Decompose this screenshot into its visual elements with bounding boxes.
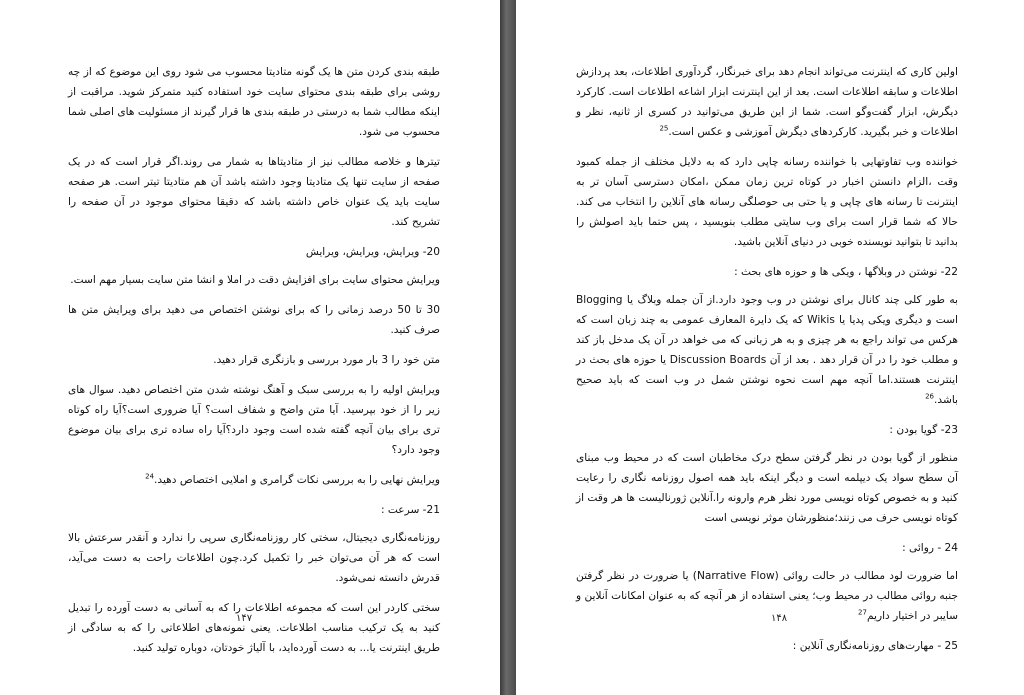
footnote-ref: 27	[858, 608, 867, 617]
book-gutter	[500, 0, 516, 695]
footnote-ref: 24	[145, 472, 155, 481]
paragraph: متن خود را 3 بار مورد بررسی و بازنگری قرار دهید.	[213, 354, 440, 366]
paragraph-with-footnote	[68, 470, 440, 490]
page-number: ۱۴۷	[236, 613, 253, 624]
paragraph: روزنامه‌نگاری دیجیتال، سختی کار روزنامه‌نگاری سرپی را ندارد و آنقدر سرعتش بالا است که هر آن می‌توان خبر را تکمیل کرد.چون اطلاعات راحت به دست می‌آید، قدرش دانسته نمی‌شود.	[68, 532, 440, 584]
page-148-text	[576, 62, 958, 664]
page-number: ۱۴۸	[771, 613, 788, 624]
paragraph-text: به طور کلی چند کانال برای نوشتن در وب وجود دارد.از آن جمله وبلاگ یا Blogging است و دیگری ویکی پدیا یا Wikis که یک دایرة المعارف عمومی به چند زبان است که هرکس می تواند راجع به هر چیزی و به هر زبانی که می خواهد در آن یک مدخل باز کند و مطلب خود را در آن قرار دهد . بعد از آن Discussion Boards یا حوزه های بحث در اینترنت هستند.اما آنچه مهم است نحوه نوشتن شمل در وب است که باید صحیح باشد.	[576, 294, 958, 406]
paragraph: تیترها و خلاصه مطالب نیز از متادیتاها به شمار می روند.اگر قرار است که در یک صفحه از سایت تنها یک متادیتا وجود داشته باشد آن هم متادیتا تیتر است. هر صفحه سایت باید یک عنوان خاص داشته باشد که دقیقا محتوای موجود در آن صفحه را تشریح کند.	[68, 156, 440, 228]
paragraph-text: ویرایش نهایی را به بررسی نکات گرامری و املایی اختصاص دهید.	[154, 474, 440, 486]
paragraph-with-footnote	[576, 566, 958, 626]
footnote-ref: 25	[659, 124, 669, 133]
section-heading: 21- سرعت :	[380, 504, 440, 516]
paragraph-with-footnote	[576, 62, 958, 142]
page-148	[516, 0, 1024, 695]
section-heading: 25 - مهارت‌های روزنامه‌نگاری آنلاین :	[792, 640, 958, 652]
footnote-ref: 26	[925, 392, 935, 401]
paragraph: طبقه بندی کردن متن ها یک گونه متادیتا محسوب می شود روی این موضوع که از چه روشی برای طبقه بندی محتوای سایت خود استفاده کنید متمرکز شوید. مراقبت از اینکه مطالب شما به درستی در طبقه بندی ها قرار گیرند از مسئولیت های اصلی شما محسوب می شود.	[68, 66, 440, 138]
paragraph-text: اولین کاری که اینترنت می‌تواند انجام دهد برای خبرنگار، گردآوری اطلاعات، بعد پردازش اطلاعات و سابقه اطلاعات است. بعد از این اینترنت ابزار اشاعه اطلاعات است. کارکرد دیگرش، ابزار گفت‌وگو است. شما از این طریق می‌توانید در کسری از ثانیه، نظر و اطلاعات و خبر بگیرید. کارکردهای دیگرش آموزشی و عکس است.	[576, 66, 958, 138]
paragraph: ویرایش محتوای سایت برای افزایش دقت در املا و انشا متن سایت بسیار مهم است.	[70, 274, 440, 286]
section-heading: 20- ویرایش، ویرایش، ویرایش	[305, 246, 440, 258]
section-heading: 24 - روائی :	[902, 542, 958, 554]
page-147	[0, 0, 500, 695]
page-147-text	[68, 62, 440, 668]
paragraph: سختی کاردر این است که مجموعه اطلاعات را که به آسانی به دست آورده را تبدیل کنید به یک ترکیب مناسب اطلاعات. یعنی نمونه‌های اطلاعاتی را که به سادگی از طریق اینترنت یا... به دست آورده‌اید، با آلیاژ خودتان، دوباره تولید کنید.	[68, 602, 440, 654]
paragraph-with-footnote	[576, 290, 958, 410]
paragraph: ویرایش اولیه را به بررسی سبک و آهنگ نوشته شدن متن اختصاص دهید. سوال های زیر را از خود بپرسید. آیا متن واضح و شفاف است؟ آیا ضروری است؟آیا راه کوتاه تری برای بیان آنچه گفته شده است وجود دارد؟آیا راه ساده تری برای بیان موضوع وجود دارد؟	[68, 384, 440, 456]
section-heading: 23- گویا بودن :	[889, 424, 958, 436]
paragraph-text: اما ضرورت لود مطالب در حالت روائی (Narrative Flow) یا ضرورت در نظر گرفتن جنبه روائی مطالب در محیط وب؛ یعنی استفاده از هر آنچه که به عنوان امکانات آنلاین و سایبر در اختیار داریم	[576, 570, 958, 622]
paragraph: منظور از گویا بودن در نظر گرفتن سطح درک مخاطبان است که در محیط وب مبنای آن سطح سواد یک دیپلمه است و دیگر اینکه باید همه اصول روزنامه نگاری را رعایت کنید و به خصوص کوتاه نویسی مورد نظر هرم وارونه را.آنلاین ژورنالیست ها هر وقت از کوتاه نویسی حرف می زنند؛منظورشان موثر نویسی است	[576, 452, 958, 524]
paragraph: 30 تا 50 درصد زمانی را که برای نوشتن اختصاص می دهید برای ویرایش متن ها صرف کنید.	[68, 304, 440, 336]
section-heading: 22- نوشتن در وبلاگها ، ویکی ها و حوزه های بحث :	[734, 266, 958, 278]
paragraph: خواننده وب تفاوتهایی با خواننده رسانه چاپی دارد که به دلایل مختلف از جمله کمبود وقت ،الزام دانستن اخبار در کوتاه ترین زمان ممکن ،امکان دسترسی آسان تر به اینترنت تا رسانه های چاپی و یا حتی بی حوصلگی رسانه های آنلاین را انتخاب می کند. حالا که شما قرار است برای وب سایتی مطلب بنویسید ، پس حتما باید اصولش را بدانید تا بتوانید نویسنده خوبی در دنیای آنلاین باشید.	[576, 156, 958, 248]
